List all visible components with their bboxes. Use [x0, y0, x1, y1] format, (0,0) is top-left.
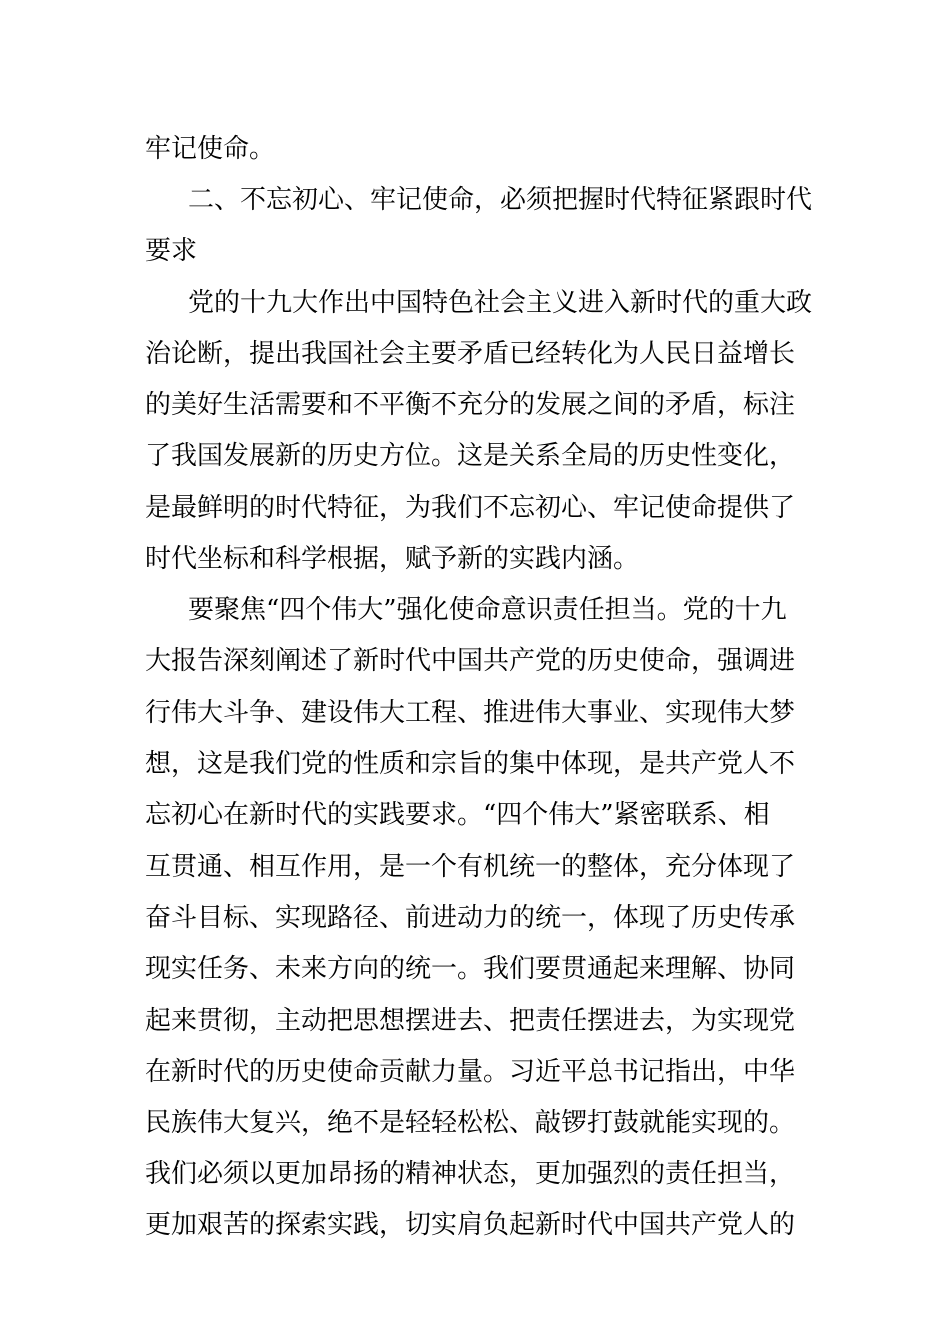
paragraph-line: 民族伟大复兴，绝不是轻轻松松、敲锣打鼓就能实现的。 — [145, 1108, 796, 1138]
paragraph-line: 起来贯彻，主动把思想摆进去、把责任摆进去，为实现党 — [145, 1006, 796, 1036]
paragraph-line: 我们必须以更加昂扬的精神状态，更加强烈的责任担当， — [145, 1159, 796, 1189]
paragraph-line: 现实任务、未来方向的统一。我们要贯通起来理解、协同 — [145, 954, 796, 984]
paragraph-line: 忘初心在新时代的实践要求。“四个伟大”紧密联系、相 — [145, 800, 770, 830]
paragraph-line: 在新时代的历史使命贡献力量。习近平总书记指出，中华 — [145, 1057, 796, 1087]
paragraph-line: 是最鲜明的时代特征，为我们不忘初心、牢记使命提供了 — [145, 493, 796, 523]
paragraph-line: 更加艰苦的探索实践，切实肩负起新时代中国共产党人的 — [145, 1210, 796, 1240]
paragraph-line: 的美好生活需要和不平衡不充分的发展之间的矛盾，标注 — [145, 390, 796, 420]
paragraph-line: 治论断，提出我国社会主要矛盾已经转化为人民日益增长 — [145, 339, 796, 369]
paragraph-line: 互贯通、相互作用，是一个有机统一的整体，充分体现了 — [145, 852, 796, 882]
paragraph-line: 牢记使命。 — [145, 134, 276, 164]
paragraph-line: 想，这是我们党的性质和宗旨的集中体现，是共产党人不 — [145, 749, 796, 779]
paragraph-line: 要聚焦“四个伟大”强化使命意识责任担当。党的十九 — [188, 595, 787, 625]
paragraph-line: 行伟大斗争、建设伟大工程、推进伟大事业、实现伟大梦 — [145, 698, 796, 728]
paragraph-line: 了我国发展新的历史方位。这是关系全局的历史性变化， — [145, 441, 796, 471]
section-heading-line: 二、不忘初心、牢记使命，必须把握时代特征紧跟时代 — [188, 185, 813, 215]
paragraph-line: 大报告深刻阐述了新时代中国共产党的历史使命，强调进 — [145, 646, 796, 676]
paragraph-line: 党的十九大作出中国特色社会主义进入新时代的重大政 — [188, 288, 813, 318]
paragraph-line: 时代坐标和科学根据，赋予新的实践内涵。 — [145, 544, 640, 574]
paragraph-line: 奋斗目标、实现路径、前进动力的统一，体现了历史传承 — [145, 903, 796, 933]
section-heading-line: 要求 — [145, 236, 198, 266]
